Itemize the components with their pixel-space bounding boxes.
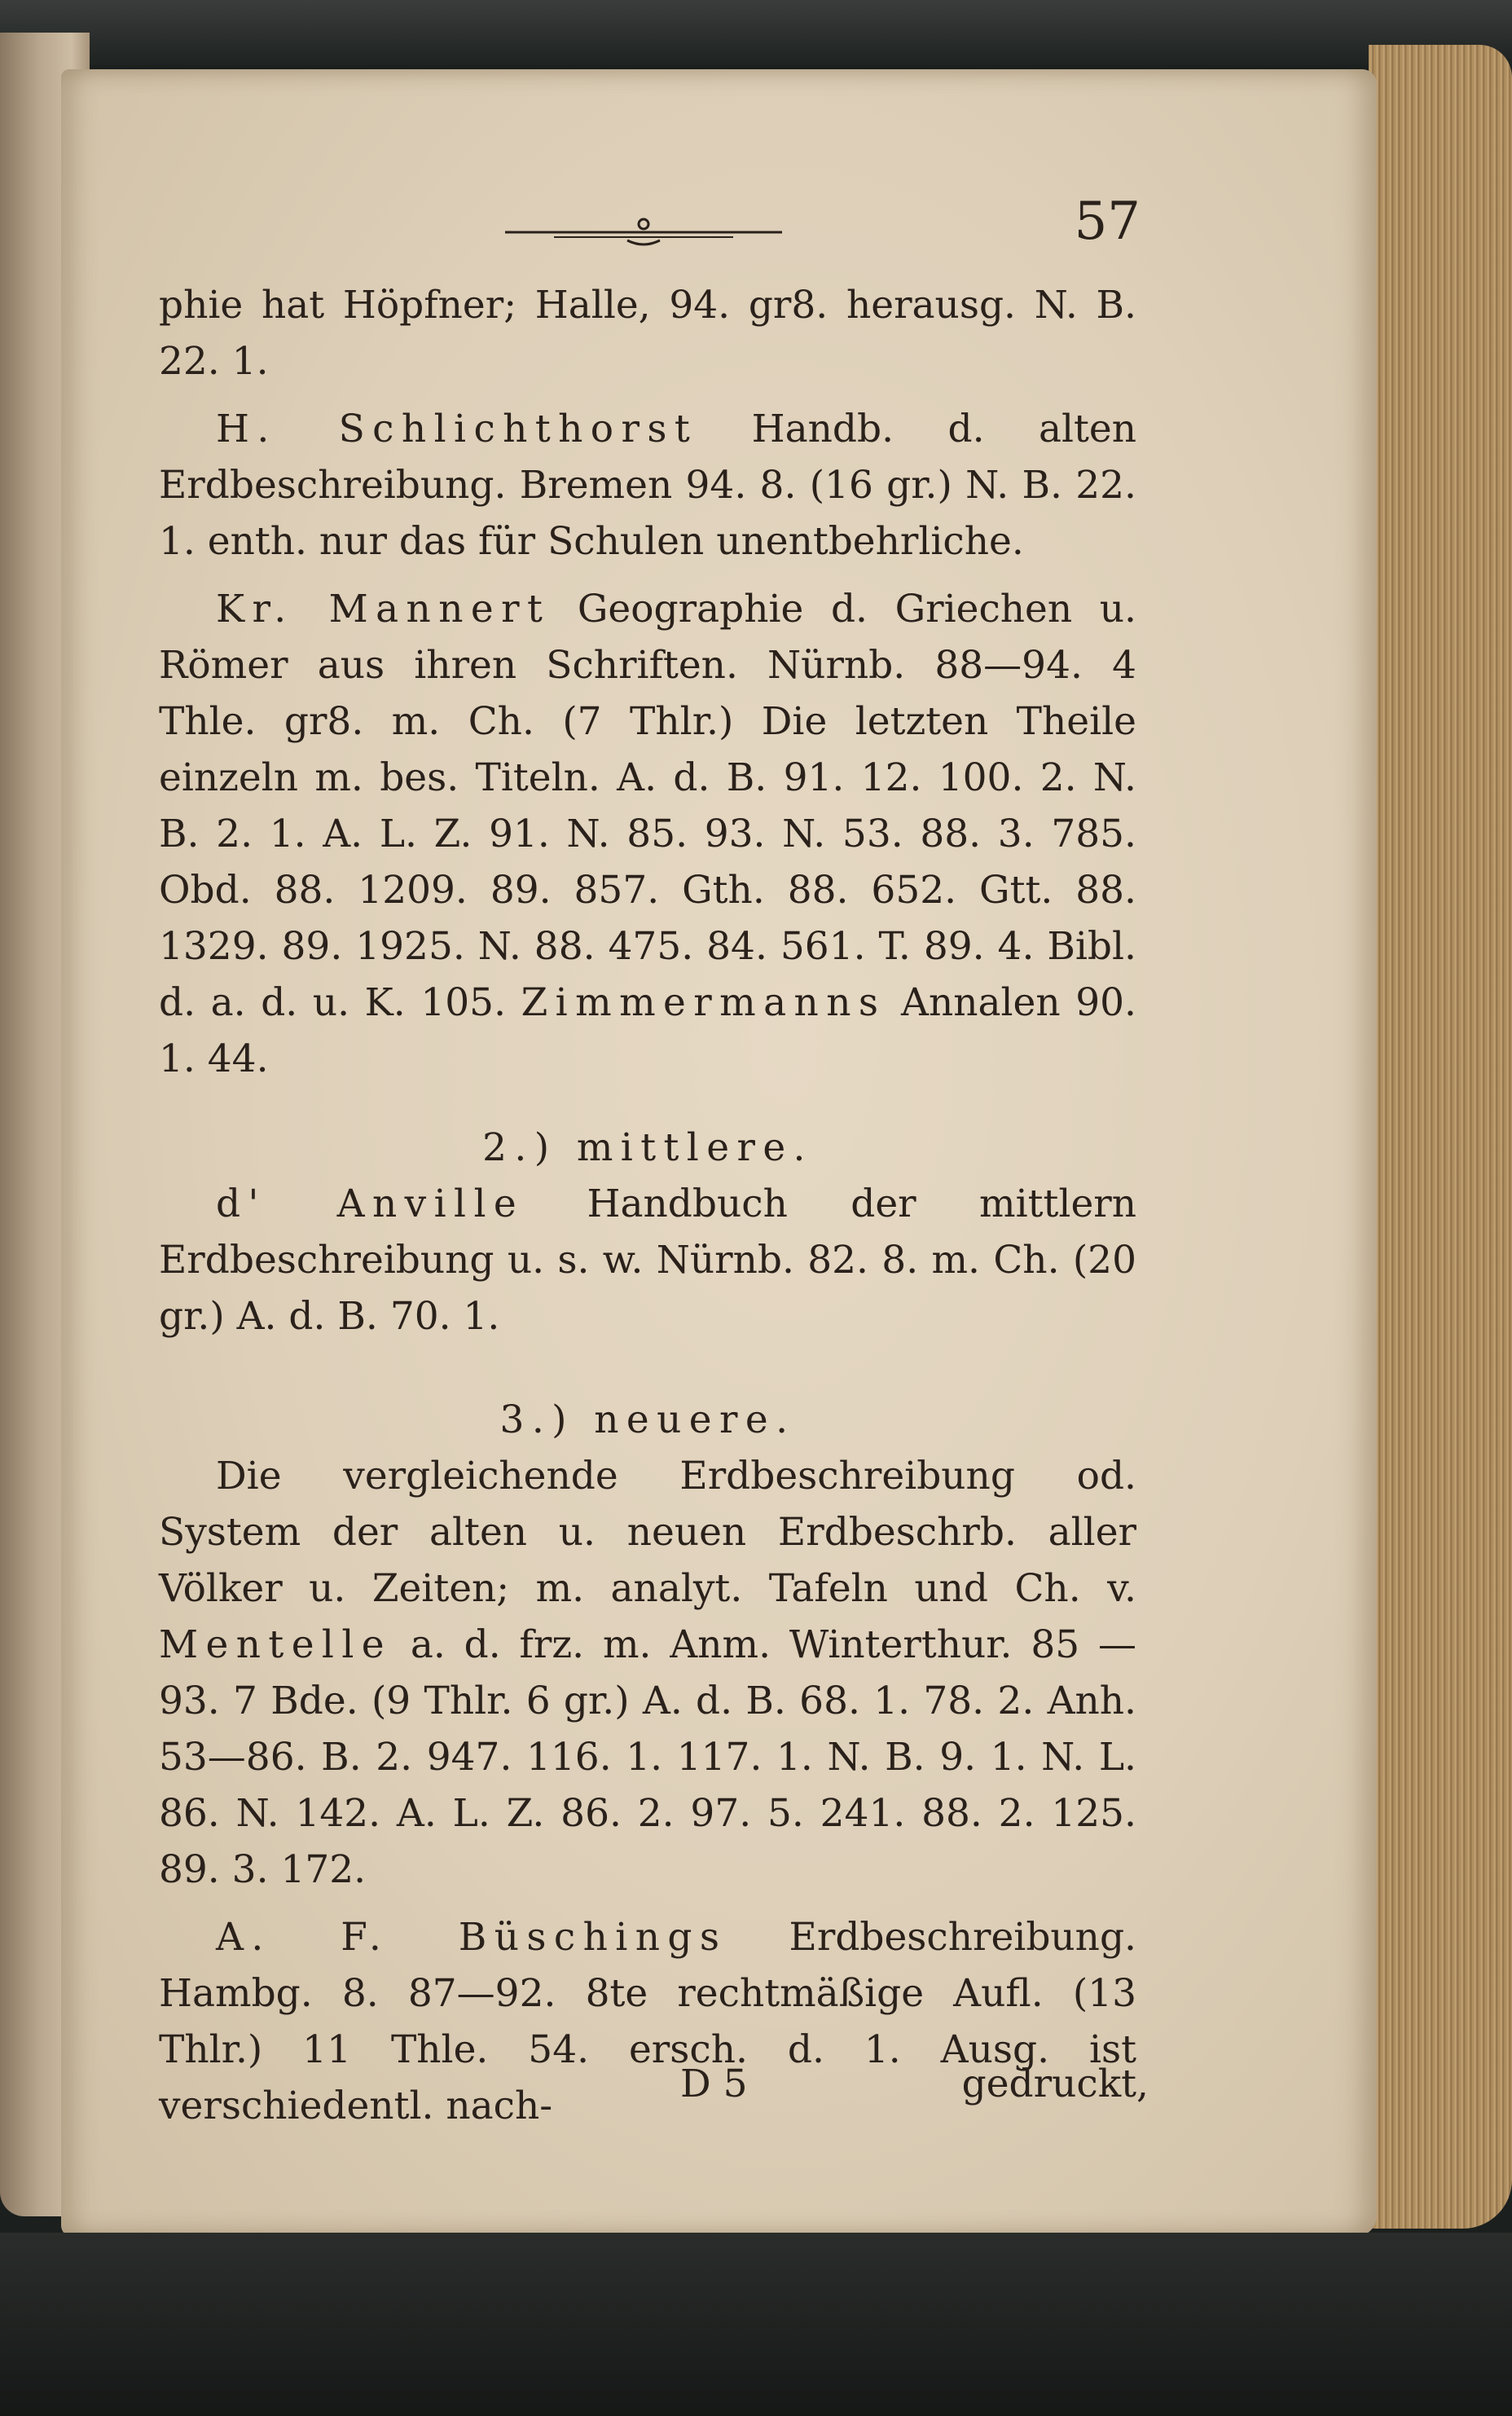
signature-mark: D 5 <box>680 2062 748 2106</box>
page-body <box>159 277 1136 2134</box>
page-number: 57 <box>1074 191 1141 252</box>
section-heading-mittlere: 2.) mittlere. <box>482 1125 813 1170</box>
author-name: d' Anville <box>216 1182 525 1226</box>
author-name: Kr. Mannert <box>216 587 551 632</box>
header-ornament-icon <box>505 216 782 249</box>
page-edges-stack <box>1369 45 1512 2229</box>
author-name: A. F. Büschings <box>216 1915 727 1960</box>
author-name: H. Schlichthorst <box>216 407 698 451</box>
entry-schlichthorst <box>159 401 1136 570</box>
entry-text: Annalen 90. 1. 44. <box>159 980 1136 1081</box>
entry-text: Die vergleichende Erdbeschreibung od. System der alten u. neuen Erdbeschrb. aller Völker u. Zeiten; m. analyt. Tafeln und Ch. v. <box>159 1454 1136 1611</box>
author-name: Zimmermanns <box>521 980 886 1025</box>
entry-text: Handbuch der mittlern Erdbeschreibung u. s. w. Nürnb. 82. 8. m. Ch. (20 gr.) A. d. B. 70. 1. <box>159 1182 1136 1339</box>
entry-text: Geographie d. Griechen u. Römer aus ihren Schriften. Nürnb. 88—94. 4 Thle. gr8. m. Ch. (7 Thlr.) Die letzten Theile einzeln m. bes. Titeln. A. d. B. 91. 12. 100. 2. N. B. 2. 1. A. L. Z. 91. N. 85. 93. N. 53. 88. 3. 785. Obd. 88. 1209. 89. 857. Gth. 88. 652. Gtt. 88. 1329. 89. 1925. N. 88. 475. 84. 561. T. 89. 4. Bibl. d. a. d. u. K. 105. <box>159 587 1136 1025</box>
entry-anville <box>159 1176 1136 1344</box>
entry-text: a. d. frz. m. Anm. Winterthur. 85 — 93. 7 Bde. (9 Thlr. 6 gr.) A. d. B. 68. 1. 78. 2. Anh. 53—86. B. 2. 947. 116. 1. 117. 1. N. B. 9. 1. N. L. 86. N. 142. A. L. Z. 86. 2. 97. 5. 241. 88. 2. 125. 89. 3. 172. <box>159 1622 1136 1892</box>
entry-text: Handb. d. alten Erdbeschreibung. Bremen 94. 8. (16 gr.) N. B. 22. 1. enth. nur das für Schulen unentbehrliche. <box>159 407 1136 564</box>
paragraph-hoepfner <box>159 277 1136 389</box>
entry-mentelle <box>159 1448 1136 1898</box>
author-name: Mentelle <box>159 1622 392 1667</box>
entry-mannert <box>159 581 1136 1087</box>
scan-backdrop <box>0 0 1512 65</box>
section-heading-neuere: 3.) neuere. <box>499 1397 796 1442</box>
catchword: gedruckt, <box>961 2062 1149 2106</box>
entry-text: Erdbeschreibung. Hambg. 8. 87—92. 8te rechtmäßige Aufl. (13 Thlr.) 11 Thle. 54. ersch. d. 1. Ausg. ist verschiedentl. nach- <box>159 1915 1136 2128</box>
page-footer <box>159 2062 1149 2119</box>
scan-bottom-backdrop <box>0 2233 1512 2416</box>
paragraph-text: phie hat Höpfner; Halle, 94. gr8. herausg. N. B. 22. 1. <box>159 283 1136 384</box>
page-header <box>505 191 1141 265</box>
